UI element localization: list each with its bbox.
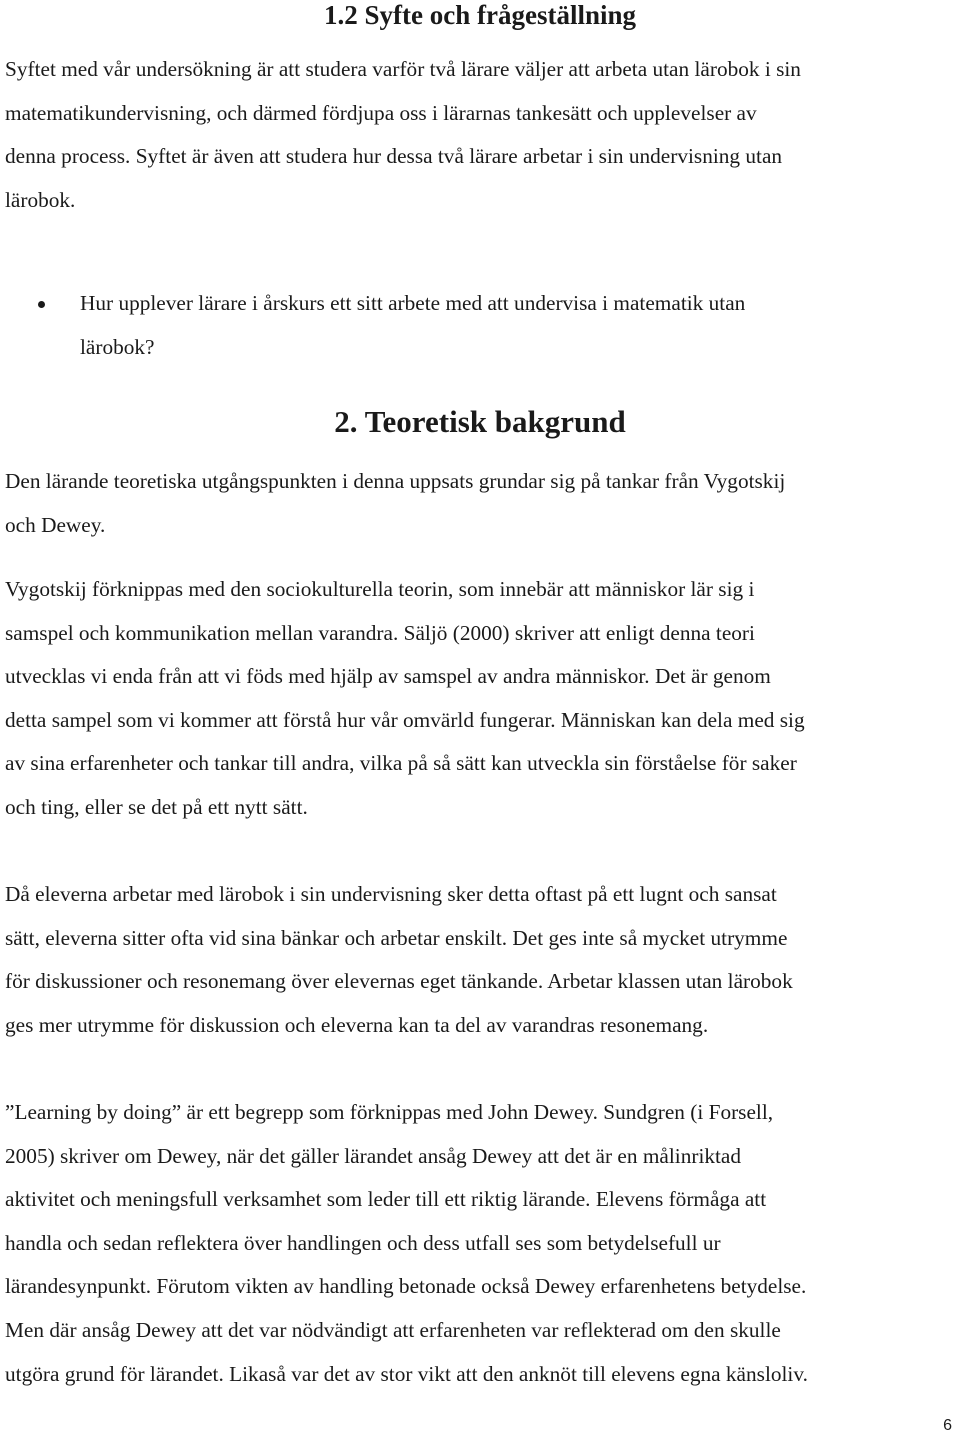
- text-line: ges mer utrymme för diskussion och eleverna kan ta del av varandras resonemang.: [5, 1012, 709, 1037]
- text-line: och ting, eller se det på ett nytt sätt.: [5, 794, 308, 819]
- text-line: Syftet med vår undersökning är att studera varför två lärare väljer att arbeta utan lärobok i sin: [5, 57, 801, 81]
- text-line: lärobok?: [80, 334, 155, 359]
- text-line: aktivitet och meningsfull verksamhet som leder till ett riktig lärande. Elevens förmåga att: [5, 1187, 767, 1212]
- section-heading-teoretisk-bakgrund: 2. Teoretisk bakgrund: [334, 404, 626, 439]
- page-number: 6: [943, 1417, 952, 1434]
- text-line: lärobok.: [5, 187, 76, 212]
- text-line: 2005) skriver om Dewey, när det gäller lärandet ansåg Dewey att det är en målinriktad: [5, 1143, 742, 1168]
- text-line: denna process. Syftet är även att studera hur dessa två lärare arbetar i sin undervisning utan: [5, 144, 783, 169]
- bullet-icon: [38, 301, 45, 308]
- section-heading-syfte: 1.2 Syfte och frågeställning: [324, 0, 636, 30]
- text-line: lärandesynpunkt. Förutom vikten av handling betonade också Dewey erfarenhetens betydelse.: [5, 1274, 807, 1299]
- text-line: matematikundervisning, och därmed fördjupa oss i lärarnas tankesätt och upplevelser av: [5, 100, 757, 125]
- text-line: Vygotskij förknippas med den sociokulturella teorin, som innebär att människor lär sig i: [5, 577, 755, 601]
- text-line: sätt, eleverna sitter ofta vid sina bänkar och arbetar enskilt. Det ges inte så mycket utrymme: [5, 925, 788, 950]
- text-line: Men där ansåg Dewey att det var nödvändigt att erfarenheten var reflekterad om den skulle: [5, 1317, 781, 1342]
- text-line: och Dewey.: [5, 512, 106, 537]
- text-line: utvecklas vi enda från att vi föds med hjälp av samspel av andra människor. Det är genom: [5, 664, 771, 689]
- text-line: Den lärande teoretiska utgångspunkten i denna uppsats grundar sig på tankar från Vygotskij: [5, 469, 786, 493]
- text-line: för diskussioner och resonemang över elevernas eget tänkande. Arbetar klassen utan lärobok: [5, 969, 793, 994]
- text-line: utgöra grund för lärandet. Likaså var det av stor vikt att den anknöt till elevens egna känsloliv.: [5, 1361, 808, 1386]
- paragraph-larobok: [5, 873, 955, 1047]
- text-line: Då eleverna arbetar med lärobok i sin undervisning sker detta oftast på ett lugnt och sansat: [5, 882, 777, 906]
- paragraph-vygotskij: [5, 568, 955, 830]
- paragraph-syfte: [5, 48, 955, 222]
- text-line: av sina erfarenheter och tankar till andra, vilka på så sätt kan utveckla sin förståelse för saker: [5, 751, 797, 776]
- text-line: Hur upplever lärare i årskurs ett sitt arbete med att undervisa i matematik utan: [80, 291, 746, 315]
- text-line: samspel och kommunikation mellan varandra. Säljö (2000) skriver att enligt denna teori: [5, 620, 755, 645]
- text-line: handla och sedan reflektera över handlingen och dess utfall ses som betydelsefull ur: [5, 1230, 721, 1255]
- text-line: ”Learning by doing” är ett begrepp som förknippas med John Dewey. Sundgren (i Forsell,: [5, 1100, 774, 1124]
- paragraph-dewey: [5, 1091, 955, 1396]
- research-question: [80, 282, 940, 369]
- text-line: detta sampel som vi kommer att förstå hur vår omvärld fungerar. Människan kan dela med sig: [5, 707, 805, 732]
- paragraph-intro: [5, 460, 955, 547]
